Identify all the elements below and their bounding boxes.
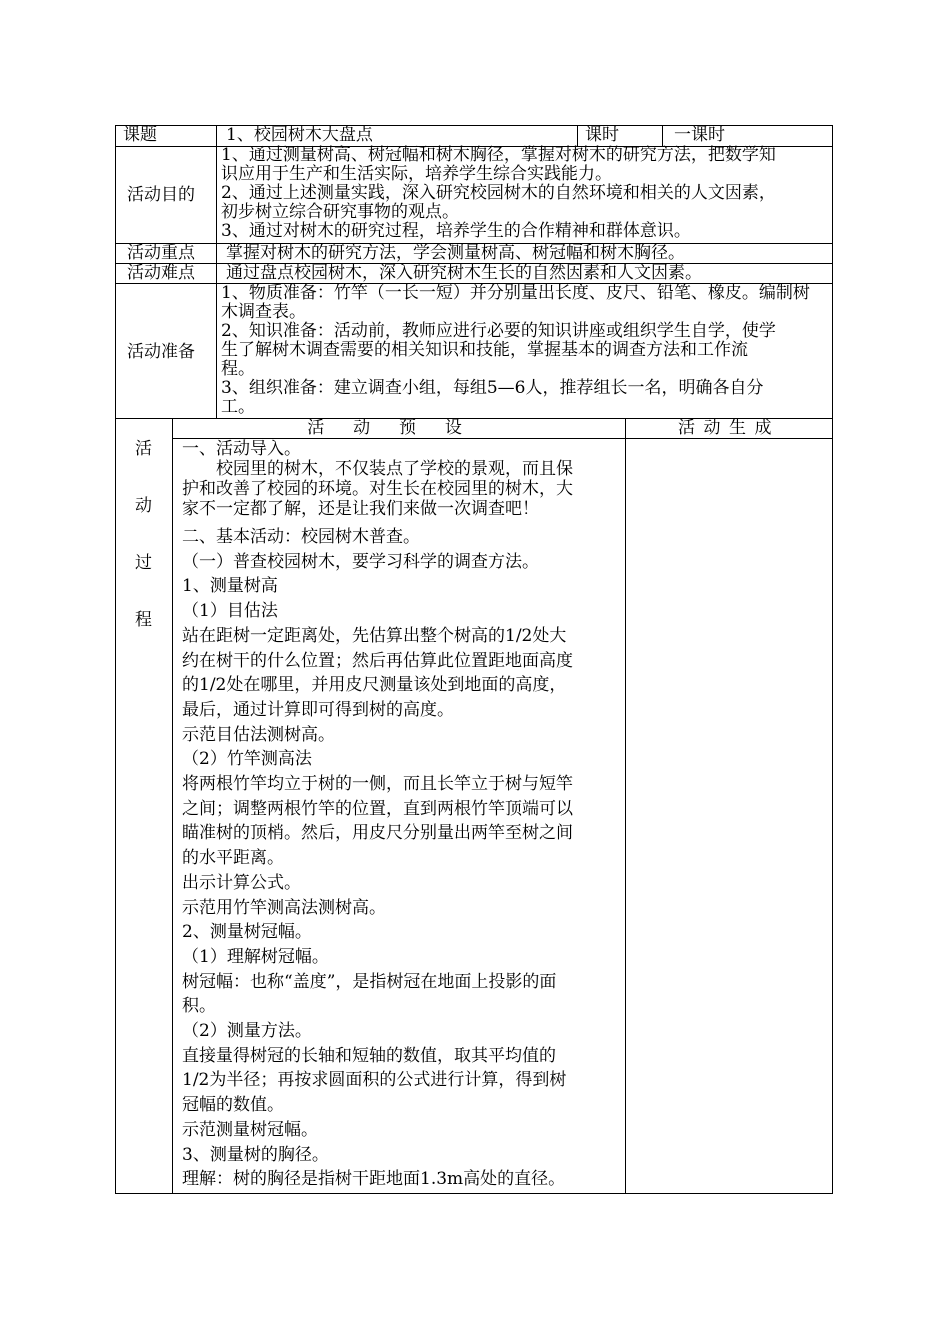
plan-line: 示范目估法测树高。 [182,724,335,745]
plan-line: （1）目估法 [182,601,278,622]
plan-line: 二、基本活动：校园树木普查。 [182,527,420,547]
period-value: 一课时 [674,125,725,145]
preparation-line: 1、物质准备：竹竿（一长一短）并分别量出长度、皮尺、铅笔、橡皮。编制树 [221,283,810,303]
plan-line: 示范测量树冠幅。 [182,1119,318,1140]
plan-line: 2、测量树冠幅。 [182,922,312,943]
plan-line: 之间；调整两根竹竿的位置，直到两根竹竿顶端可以 [182,798,573,819]
preparation-label: 活动准备 [127,342,195,362]
activity-result-cell [627,440,831,1192]
preparation-line: 程。 [221,359,255,379]
goals-line: 1、通过测量树高、树冠幅和树木胸径，掌握对树木的研究方法，把数学知 [221,145,776,165]
activity-intro [182,439,622,519]
period-label: 课时 [585,125,619,145]
process-label-char: 动 [135,496,152,516]
preparation-text [221,284,833,417]
plan-line: 出示计算公式。 [182,872,301,893]
topic-value: 1、校园树木大盘点 [226,125,373,145]
preparation-line: 生了解树木调查需要的相关知识和技能，掌握基本的调查方法和工作流 [221,340,748,360]
plan-line: 冠幅的数值。 [182,1095,284,1116]
plan-line: 约在树干的什么位置；然后再估算此位置距地面高度 [182,650,573,671]
plan-line: 1、测量树高 [182,576,278,597]
goals-line: 2、通过上述测量实践，深入研究校园树木的自然环境和相关的人文因素， [221,183,776,203]
goals-line: 识应用于生产和生活实际，培养学生综合实践能力。 [221,164,612,184]
plan-line: 理解：树的胸径是指树干距地面1.3m高处的直径。 [182,1169,566,1190]
intro-line: 校园里的树木，不仅装点了学校的景观，而且保 [182,459,573,479]
plan-column-header: 活动预设 [307,418,491,438]
goals-text [221,146,833,241]
goals-line: 3、通过对树木的研究过程，培养学生的合作精神和群体意识。 [221,221,691,241]
preparation-line: 3、组织准备：建立调查小组，每组5—6人，推荐组长一名，明确各自分 [221,378,764,398]
intro-line: 家不一定都了解，还是让我们来做一次调查吧！ [182,499,539,519]
process-label-char: 程 [135,610,152,630]
preparation-line: 木调查表。 [221,302,306,322]
plan-line: 1/2为半径；再按求圆面积的公式进行计算，得到树 [182,1070,567,1091]
plan-line: （一）普查校园树木，要学习科学的调查方法。 [182,551,539,572]
result-column-header: 活动生成 [678,418,780,438]
goals-label: 活动目的 [127,185,195,205]
preparation-line: 2、知识准备：活动前，教师应进行必要的知识讲座或组织学生自学，使学 [221,321,776,341]
plan-line: 3、测量树的胸径。 [182,1144,329,1165]
plan-line: 的水平距离。 [182,848,284,869]
plan-line: （1）理解树冠幅。 [182,946,329,967]
topic-label: 课题 [123,125,157,145]
focus-label: 活动重点 [127,243,195,263]
plan-line: 的1/2处在哪里，并用皮尺测量该处到地面的高度， [182,675,567,696]
goals-line: 初步树立综合研究事物的观点。 [221,202,459,222]
plan-line: 树冠幅：也称“盖度”，是指树冠在地面上投影的面 [182,971,557,992]
plan-line: 示范用竹竿测高法测树高。 [182,897,386,918]
process-label-char: 过 [135,553,152,573]
difficulty-text: 通过盘点校园树木，深入研究树木生长的自然因素和人文因素。 [226,263,702,283]
intro-line: 护和改善了校园的环境。对生长在校园里的树木，大 [182,479,573,499]
plan-line: 积。 [182,996,216,1017]
plan-line: 将两根竹竿均立于树的一侧，而且长竿立于树与短竿 [182,774,573,795]
plan-line: 瞄准树的顶梢。然后，用皮尺分别量出两竿至树之间 [182,823,573,844]
preparation-line: 工。 [221,397,255,417]
plan-line: 最后，通过计算即可得到树的高度。 [182,699,454,720]
focus-text: 掌握对树木的研究方法，学会测量树高、树冠幅和树木胸径。 [226,243,685,263]
plan-line: 直接量得树冠的长轴和短轴的数值，取其平均值的 [182,1045,556,1066]
plan-line: （2）竹竿测高法 [182,749,312,770]
plan-line: （2）测量方法。 [182,1021,312,1042]
plan-line: 站在距树一定距离处，先估算出整个树高的1/2处大 [182,625,567,646]
process-label-char: 活 [135,439,152,459]
difficulty-label: 活动难点 [127,263,195,283]
intro-title: 一、活动导入。 [182,439,301,459]
activity-plan-body [182,525,622,1192]
